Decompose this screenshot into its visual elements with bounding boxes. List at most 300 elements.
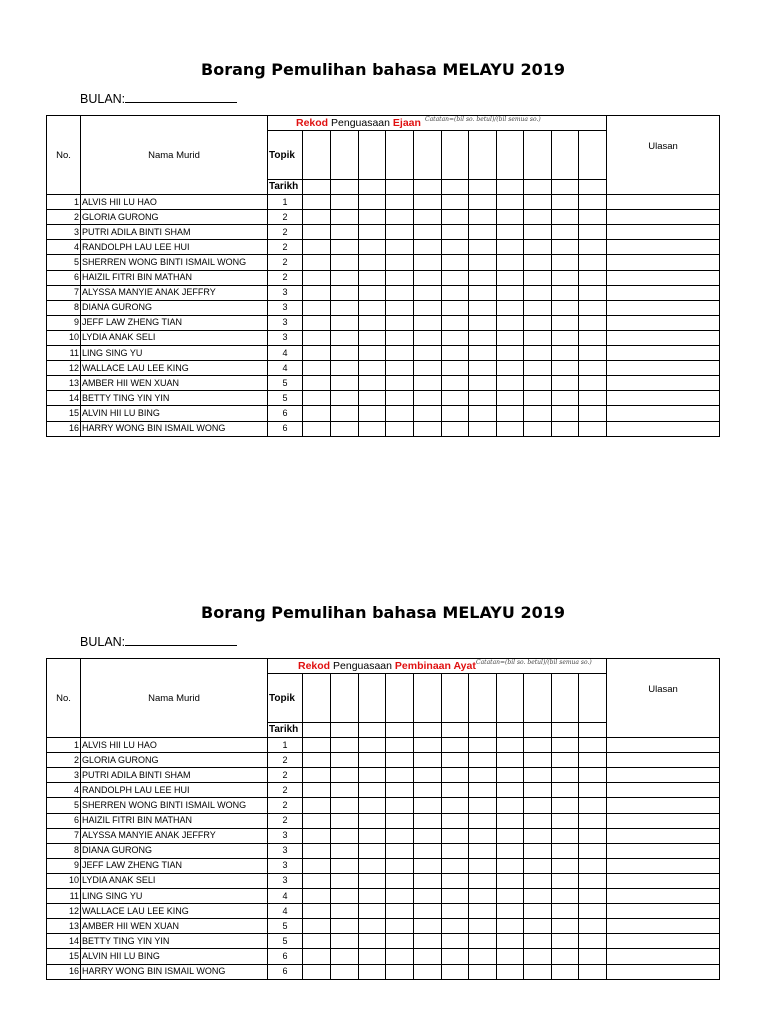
score-cell[interactable] xyxy=(579,421,607,436)
score-cell[interactable] xyxy=(331,376,359,391)
score-cell[interactable] xyxy=(303,768,331,783)
score-cell[interactable] xyxy=(497,919,524,934)
score-cell[interactable] xyxy=(552,964,579,979)
tarikh-cell[interactable] xyxy=(414,723,442,738)
score-cell[interactable] xyxy=(469,376,497,391)
ulasan-cell[interactable] xyxy=(607,330,720,345)
score-cell[interactable] xyxy=(442,270,469,285)
score-cell[interactable] xyxy=(469,768,497,783)
score-cell[interactable] xyxy=(359,858,386,873)
score-cell[interactable] xyxy=(579,753,607,768)
score-cell[interactable] xyxy=(414,406,442,421)
score-cell[interactable] xyxy=(524,858,552,873)
bulan-field[interactable] xyxy=(80,634,237,649)
score-cell[interactable] xyxy=(442,949,469,964)
score-cell[interactable] xyxy=(469,753,497,768)
score-cell[interactable] xyxy=(331,964,359,979)
topik-cell[interactable] xyxy=(469,674,497,723)
score-cell[interactable] xyxy=(303,873,331,888)
score-cell[interactable] xyxy=(414,828,442,843)
score-cell[interactable] xyxy=(442,753,469,768)
tarikh-cell[interactable] xyxy=(359,723,386,738)
score-cell[interactable] xyxy=(579,828,607,843)
score-cell[interactable] xyxy=(552,843,579,858)
score-cell[interactable] xyxy=(386,964,414,979)
score-cell[interactable] xyxy=(359,949,386,964)
topik-cell[interactable] xyxy=(524,131,552,180)
score-cell[interactable] xyxy=(524,270,552,285)
score-cell[interactable] xyxy=(359,270,386,285)
score-cell[interactable] xyxy=(442,300,469,315)
score-cell[interactable] xyxy=(442,934,469,949)
score-cell[interactable] xyxy=(469,346,497,361)
score-cell[interactable] xyxy=(386,738,414,753)
score-cell[interactable] xyxy=(303,858,331,873)
score-cell[interactable] xyxy=(524,738,552,753)
score-cell[interactable] xyxy=(579,919,607,934)
tarikh-cell[interactable] xyxy=(579,723,607,738)
score-cell[interactable] xyxy=(524,964,552,979)
score-cell[interactable] xyxy=(442,828,469,843)
score-cell[interactable] xyxy=(579,391,607,406)
score-cell[interactable] xyxy=(414,376,442,391)
score-cell[interactable] xyxy=(524,285,552,300)
score-cell[interactable] xyxy=(359,346,386,361)
score-cell[interactable] xyxy=(303,964,331,979)
score-cell[interactable] xyxy=(524,798,552,813)
score-cell[interactable] xyxy=(331,813,359,828)
tarikh-cell[interactable] xyxy=(497,723,524,738)
score-cell[interactable] xyxy=(579,255,607,270)
score-cell[interactable] xyxy=(442,904,469,919)
ulasan-cell[interactable] xyxy=(607,873,720,888)
topik-cell[interactable] xyxy=(359,131,386,180)
score-cell[interactable] xyxy=(552,391,579,406)
score-cell[interactable] xyxy=(524,361,552,376)
tarikh-cell[interactable] xyxy=(579,180,607,195)
score-cell[interactable] xyxy=(414,919,442,934)
score-cell[interactable] xyxy=(579,210,607,225)
score-cell[interactable] xyxy=(303,949,331,964)
score-cell[interactable] xyxy=(552,421,579,436)
score-cell[interactable] xyxy=(442,858,469,873)
score-cell[interactable] xyxy=(386,919,414,934)
score-cell[interactable] xyxy=(524,391,552,406)
tarikh-cell[interactable] xyxy=(469,180,497,195)
score-cell[interactable] xyxy=(331,361,359,376)
score-cell[interactable] xyxy=(524,919,552,934)
score-cell[interactable] xyxy=(552,904,579,919)
score-cell[interactable] xyxy=(303,813,331,828)
score-cell[interactable] xyxy=(469,964,497,979)
score-cell[interactable] xyxy=(331,285,359,300)
score-cell[interactable] xyxy=(414,798,442,813)
ulasan-cell[interactable] xyxy=(607,813,720,828)
score-cell[interactable] xyxy=(469,361,497,376)
ulasan-cell[interactable] xyxy=(607,964,720,979)
score-cell[interactable] xyxy=(386,421,414,436)
score-cell[interactable] xyxy=(386,813,414,828)
score-cell[interactable] xyxy=(331,270,359,285)
score-cell[interactable] xyxy=(469,738,497,753)
score-cell[interactable] xyxy=(579,813,607,828)
topik-cell[interactable] xyxy=(579,674,607,723)
score-cell[interactable] xyxy=(524,225,552,240)
bulan-field[interactable] xyxy=(80,91,237,106)
score-cell[interactable] xyxy=(552,315,579,330)
score-cell[interactable] xyxy=(303,346,331,361)
score-cell[interactable] xyxy=(552,738,579,753)
score-cell[interactable] xyxy=(524,315,552,330)
score-cell[interactable] xyxy=(414,964,442,979)
score-cell[interactable] xyxy=(331,406,359,421)
score-cell[interactable] xyxy=(331,873,359,888)
score-cell[interactable] xyxy=(497,240,524,255)
score-cell[interactable] xyxy=(442,421,469,436)
score-cell[interactable] xyxy=(359,934,386,949)
score-cell[interactable] xyxy=(414,330,442,345)
score-cell[interactable] xyxy=(442,225,469,240)
ulasan-cell[interactable] xyxy=(607,934,720,949)
ulasan-cell[interactable] xyxy=(607,919,720,934)
score-cell[interactable] xyxy=(386,376,414,391)
score-cell[interactable] xyxy=(497,783,524,798)
score-cell[interactable] xyxy=(497,768,524,783)
score-cell[interactable] xyxy=(579,964,607,979)
score-cell[interactable] xyxy=(552,255,579,270)
topik-cell[interactable] xyxy=(524,674,552,723)
score-cell[interactable] xyxy=(497,889,524,904)
score-cell[interactable] xyxy=(359,225,386,240)
score-cell[interactable] xyxy=(497,964,524,979)
score-cell[interactable] xyxy=(303,391,331,406)
score-cell[interactable] xyxy=(442,210,469,225)
topik-cell[interactable] xyxy=(331,131,359,180)
score-cell[interactable] xyxy=(442,798,469,813)
score-cell[interactable] xyxy=(414,889,442,904)
score-cell[interactable] xyxy=(524,949,552,964)
ulasan-cell[interactable] xyxy=(607,315,720,330)
ulasan-cell[interactable] xyxy=(607,376,720,391)
score-cell[interactable] xyxy=(331,421,359,436)
score-cell[interactable] xyxy=(359,195,386,210)
score-cell[interactable] xyxy=(414,255,442,270)
topik-cell[interactable] xyxy=(497,131,524,180)
score-cell[interactable] xyxy=(579,934,607,949)
score-cell[interactable] xyxy=(331,330,359,345)
score-cell[interactable] xyxy=(331,240,359,255)
score-cell[interactable] xyxy=(469,315,497,330)
score-cell[interactable] xyxy=(359,828,386,843)
ulasan-cell[interactable] xyxy=(607,391,720,406)
score-cell[interactable] xyxy=(303,210,331,225)
score-cell[interactable] xyxy=(497,346,524,361)
score-cell[interactable] xyxy=(552,376,579,391)
score-cell[interactable] xyxy=(497,270,524,285)
score-cell[interactable] xyxy=(386,889,414,904)
score-cell[interactable] xyxy=(331,798,359,813)
tarikh-cell[interactable] xyxy=(414,180,442,195)
score-cell[interactable] xyxy=(303,406,331,421)
score-cell[interactable] xyxy=(469,210,497,225)
score-cell[interactable] xyxy=(303,843,331,858)
score-cell[interactable] xyxy=(579,225,607,240)
score-cell[interactable] xyxy=(497,315,524,330)
ulasan-cell[interactable] xyxy=(607,225,720,240)
score-cell[interactable] xyxy=(579,406,607,421)
score-cell[interactable] xyxy=(359,406,386,421)
score-cell[interactable] xyxy=(414,843,442,858)
score-cell[interactable] xyxy=(524,753,552,768)
score-cell[interactable] xyxy=(552,828,579,843)
tarikh-cell[interactable] xyxy=(552,180,579,195)
score-cell[interactable] xyxy=(552,783,579,798)
topik-cell[interactable] xyxy=(414,674,442,723)
ulasan-cell[interactable] xyxy=(607,300,720,315)
score-cell[interactable] xyxy=(331,919,359,934)
score-cell[interactable] xyxy=(552,361,579,376)
topik-cell[interactable] xyxy=(552,674,579,723)
score-cell[interactable] xyxy=(386,195,414,210)
score-cell[interactable] xyxy=(414,225,442,240)
score-cell[interactable] xyxy=(303,738,331,753)
score-cell[interactable] xyxy=(524,783,552,798)
score-cell[interactable] xyxy=(497,406,524,421)
score-cell[interactable] xyxy=(579,330,607,345)
score-cell[interactable] xyxy=(552,330,579,345)
score-cell[interactable] xyxy=(331,783,359,798)
score-cell[interactable] xyxy=(442,813,469,828)
score-cell[interactable] xyxy=(469,934,497,949)
tarikh-cell[interactable] xyxy=(552,723,579,738)
score-cell[interactable] xyxy=(359,904,386,919)
score-cell[interactable] xyxy=(497,330,524,345)
tarikh-cell[interactable] xyxy=(359,180,386,195)
score-cell[interactable] xyxy=(442,738,469,753)
topik-cell[interactable] xyxy=(442,131,469,180)
score-cell[interactable] xyxy=(469,270,497,285)
score-cell[interactable] xyxy=(414,300,442,315)
topik-cell[interactable] xyxy=(442,674,469,723)
score-cell[interactable] xyxy=(579,300,607,315)
score-cell[interactable] xyxy=(386,768,414,783)
score-cell[interactable] xyxy=(442,843,469,858)
score-cell[interactable] xyxy=(386,949,414,964)
bulan-blank[interactable] xyxy=(125,91,237,103)
score-cell[interactable] xyxy=(497,858,524,873)
ulasan-cell[interactable] xyxy=(607,783,720,798)
score-cell[interactable] xyxy=(386,270,414,285)
score-cell[interactable] xyxy=(414,904,442,919)
ulasan-cell[interactable] xyxy=(607,210,720,225)
tarikh-cell[interactable] xyxy=(524,723,552,738)
ulasan-cell[interactable] xyxy=(607,828,720,843)
score-cell[interactable] xyxy=(524,421,552,436)
score-cell[interactable] xyxy=(414,949,442,964)
score-cell[interactable] xyxy=(359,753,386,768)
score-cell[interactable] xyxy=(359,798,386,813)
score-cell[interactable] xyxy=(386,858,414,873)
score-cell[interactable] xyxy=(579,873,607,888)
score-cell[interactable] xyxy=(414,270,442,285)
score-cell[interactable] xyxy=(552,919,579,934)
score-cell[interactable] xyxy=(414,285,442,300)
score-cell[interactable] xyxy=(331,828,359,843)
tarikh-cell[interactable] xyxy=(386,180,414,195)
score-cell[interactable] xyxy=(414,934,442,949)
ulasan-cell[interactable] xyxy=(607,270,720,285)
score-cell[interactable] xyxy=(579,843,607,858)
score-cell[interactable] xyxy=(442,783,469,798)
score-cell[interactable] xyxy=(579,240,607,255)
tarikh-cell[interactable] xyxy=(331,723,359,738)
score-cell[interactable] xyxy=(386,225,414,240)
score-cell[interactable] xyxy=(469,828,497,843)
score-cell[interactable] xyxy=(359,889,386,904)
score-cell[interactable] xyxy=(331,391,359,406)
score-cell[interactable] xyxy=(414,195,442,210)
score-cell[interactable] xyxy=(497,798,524,813)
score-cell[interactable] xyxy=(331,934,359,949)
score-cell[interactable] xyxy=(469,858,497,873)
score-cell[interactable] xyxy=(497,285,524,300)
score-cell[interactable] xyxy=(497,300,524,315)
score-cell[interactable] xyxy=(331,315,359,330)
ulasan-cell[interactable] xyxy=(607,843,720,858)
score-cell[interactable] xyxy=(303,225,331,240)
score-cell[interactable] xyxy=(442,285,469,300)
score-cell[interactable] xyxy=(331,904,359,919)
ulasan-cell[interactable] xyxy=(607,361,720,376)
score-cell[interactable] xyxy=(303,300,331,315)
score-cell[interactable] xyxy=(497,361,524,376)
score-cell[interactable] xyxy=(579,904,607,919)
topik-cell[interactable] xyxy=(469,131,497,180)
ulasan-cell[interactable] xyxy=(607,798,720,813)
score-cell[interactable] xyxy=(359,361,386,376)
topik-cell[interactable] xyxy=(303,131,331,180)
ulasan-cell[interactable] xyxy=(607,421,720,436)
score-cell[interactable] xyxy=(552,210,579,225)
score-cell[interactable] xyxy=(442,315,469,330)
score-cell[interactable] xyxy=(469,240,497,255)
score-cell[interactable] xyxy=(552,798,579,813)
ulasan-cell[interactable] xyxy=(607,738,720,753)
score-cell[interactable] xyxy=(303,285,331,300)
score-cell[interactable] xyxy=(579,798,607,813)
score-cell[interactable] xyxy=(303,421,331,436)
score-cell[interactable] xyxy=(524,330,552,345)
score-cell[interactable] xyxy=(469,798,497,813)
score-cell[interactable] xyxy=(414,753,442,768)
score-cell[interactable] xyxy=(359,255,386,270)
score-cell[interactable] xyxy=(469,391,497,406)
score-cell[interactable] xyxy=(442,361,469,376)
ulasan-cell[interactable] xyxy=(607,195,720,210)
score-cell[interactable] xyxy=(497,376,524,391)
score-cell[interactable] xyxy=(303,361,331,376)
score-cell[interactable] xyxy=(552,858,579,873)
score-cell[interactable] xyxy=(552,346,579,361)
topik-cell[interactable] xyxy=(414,131,442,180)
score-cell[interactable] xyxy=(386,783,414,798)
score-cell[interactable] xyxy=(469,255,497,270)
score-cell[interactable] xyxy=(359,964,386,979)
score-cell[interactable] xyxy=(414,873,442,888)
score-cell[interactable] xyxy=(386,300,414,315)
score-cell[interactable] xyxy=(469,949,497,964)
score-cell[interactable] xyxy=(331,738,359,753)
score-cell[interactable] xyxy=(359,783,386,798)
score-cell[interactable] xyxy=(359,738,386,753)
score-cell[interactable] xyxy=(303,798,331,813)
score-cell[interactable] xyxy=(469,406,497,421)
score-cell[interactable] xyxy=(469,813,497,828)
score-cell[interactable] xyxy=(386,828,414,843)
score-cell[interactable] xyxy=(552,240,579,255)
score-cell[interactable] xyxy=(579,783,607,798)
score-cell[interactable] xyxy=(442,346,469,361)
score-cell[interactable] xyxy=(359,300,386,315)
score-cell[interactable] xyxy=(469,285,497,300)
tarikh-cell[interactable] xyxy=(303,723,331,738)
score-cell[interactable] xyxy=(359,768,386,783)
score-cell[interactable] xyxy=(579,949,607,964)
score-cell[interactable] xyxy=(469,195,497,210)
score-cell[interactable] xyxy=(386,361,414,376)
score-cell[interactable] xyxy=(497,843,524,858)
score-cell[interactable] xyxy=(469,889,497,904)
score-cell[interactable] xyxy=(359,376,386,391)
score-cell[interactable] xyxy=(524,406,552,421)
score-cell[interactable] xyxy=(497,873,524,888)
score-cell[interactable] xyxy=(359,813,386,828)
tarikh-cell[interactable] xyxy=(497,180,524,195)
tarikh-cell[interactable] xyxy=(469,723,497,738)
ulasan-cell[interactable] xyxy=(607,255,720,270)
score-cell[interactable] xyxy=(524,873,552,888)
score-cell[interactable] xyxy=(414,391,442,406)
score-cell[interactable] xyxy=(359,285,386,300)
score-cell[interactable] xyxy=(497,813,524,828)
score-cell[interactable] xyxy=(579,889,607,904)
score-cell[interactable] xyxy=(386,934,414,949)
score-cell[interactable] xyxy=(331,843,359,858)
score-cell[interactable] xyxy=(497,753,524,768)
score-cell[interactable] xyxy=(359,315,386,330)
score-cell[interactable] xyxy=(386,315,414,330)
score-cell[interactable] xyxy=(414,240,442,255)
score-cell[interactable] xyxy=(442,255,469,270)
score-cell[interactable] xyxy=(524,889,552,904)
score-cell[interactable] xyxy=(497,904,524,919)
tarikh-cell[interactable] xyxy=(442,180,469,195)
score-cell[interactable] xyxy=(331,300,359,315)
score-cell[interactable] xyxy=(331,858,359,873)
score-cell[interactable] xyxy=(386,753,414,768)
score-cell[interactable] xyxy=(497,421,524,436)
topik-cell[interactable] xyxy=(497,674,524,723)
score-cell[interactable] xyxy=(386,240,414,255)
score-cell[interactable] xyxy=(524,934,552,949)
score-cell[interactable] xyxy=(524,843,552,858)
score-cell[interactable] xyxy=(386,255,414,270)
score-cell[interactable] xyxy=(414,738,442,753)
score-cell[interactable] xyxy=(469,873,497,888)
score-cell[interactable] xyxy=(552,270,579,285)
score-cell[interactable] xyxy=(359,421,386,436)
score-cell[interactable] xyxy=(524,255,552,270)
